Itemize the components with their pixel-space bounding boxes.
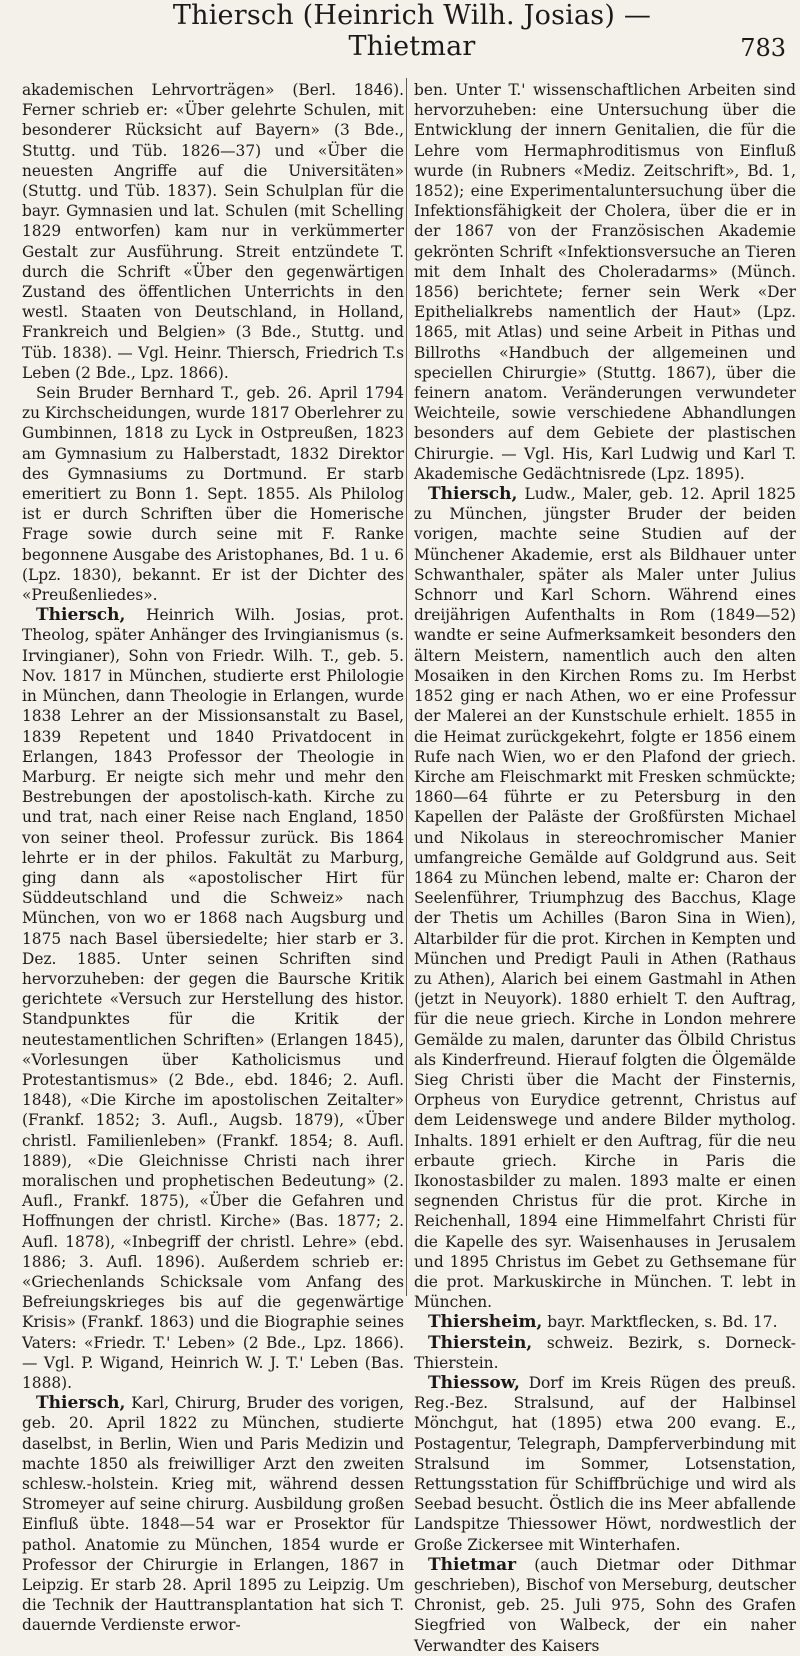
entry-text: Heinrich Wilh. Josias, prot. Theolog, später Anhänger des Irvingianismus (s. Irvingianer), Sohn von Friedr. Wilh. T., geb. 5. Nov. 1817 in München, studierte erst Philologie in München, dann Theologie in Erlangen, wurde 1838 Lehrer an der Missionsanstalt zu Basel, 1839 Repetent und 1840 Privatdocent in Erlangen, 1843 Professor der Theologie in Marburg. Er neigte sich mehr und mehr den Bestrebungen der apostolisch-kath. Kirche zu und trat, nach einer Reise nach England, 1850 von seiner theol. Professur zurück. Bis 1864 lehrte er in der philos. Fakultät zu Marburg, ging dann als «apostolischer Hirt für Süddeutschland und die Schweiz» nach München, von wo er 1868 nach Augsburg und 1875 nach Basel übersiedelte; hier starb er 3. Dez. 1885. Unter seinen Schriften sind hervorzuheben: der gegen die Baursche Kritik gerichtete «Versuch zur Herstellung des histor. Standpunktes für die Kritik der neutestamentlichen Schriften» (Erlangen 1845), «Vorlesungen über Katholicismus und Protestantismus» (2 Bde., ebd. 1846; 2. Aufl. 1848), «Die Kirche im apostolischen Zeitalter» (Frankf. 1852; 3. Aufl., Augsb. 1879), «Über christl. Familienleben» (Frankf. 1854; 8. Aufl. 1889), «Die Gleichnisse Christi nach ihrer moralischen und prophetischen Bedeutung» (2. Aufl., Frankf. 1875), «Über die Gefahren und Hoffnungen der christl. Kirche» (Bas. 1877; 2. Aufl. 1878), «Inbegriff der christl. Lehre» (ebd. 1886; 3. Aufl. 1896). Außerdem schrieb er: «Griechenlands Schicksale vom Anfang des Befreiungskrieges bis auf die gegenwärtige Krisis» (Frankf. 1863) und die Biographie seines Vaters: «Friedr. T.' Leben» (2 Bde., Lpz. 1866). — Vgl. P. Wigand, Heinrich W. J. T.' Leben (Bas. 1888). <box>22 606 404 1392</box>
column-divider <box>406 78 407 1296</box>
entry-continuation <box>22 80 404 383</box>
entry-thiessow <box>414 1373 796 1555</box>
entry-thietmar <box>414 1555 796 1656</box>
entry-bernhard-thiersch <box>22 383 404 605</box>
entry-text: Sein Bruder Bernhard T., geb. 26. April 1794 zu Kirchscheidungen, wurde 1817 Oberlehrer zu Gumbinnen, 1818 zu Lyck in Ostpreußen, 1823 am Gymnasium zu Halberstadt, 1832 Direktor des Gymnasiums zu Dortmund. Er starb emeritiert zu Bonn 1. Sept. 1855. Als Philolog ist er durch Schriften über die Homerische Frage sowie durch seine mit F. Ranke begonnene Ausgabe des Aristophanes, Bd. 1 u. 6 (Lpz. 1830), bekannt. Er ist der Dichter des «Preußenliedes». <box>22 384 404 605</box>
entry-text: schweiz. Bezirk, s. Dorneck-Thierstein. <box>414 1333 796 1372</box>
entry-lemma: Thietmar <box>428 1554 517 1575</box>
entry-lemma: Thiessow, <box>428 1373 520 1393</box>
entry-lemma: Thierstein, <box>428 1332 533 1353</box>
entry-thiersheim <box>414 1312 796 1332</box>
entry-lemma: Thiersch, <box>36 1393 126 1414</box>
entry-text: (auch Dietmar oder Dithmar geschrieben), Bischof von Merseburg, deutscher Chronist, geb. 25. Juli 975, Sohn des Grafen Siegfried von Walbeck, der ein naher Verwandter des Kaisers <box>414 1555 796 1655</box>
entry-lemma: Thiersch, <box>36 605 126 626</box>
entry-karl-thiersch <box>22 1393 404 1635</box>
entry-heinrich-thiersch <box>22 605 404 1393</box>
entry-lemma: Thiersch, <box>428 484 518 505</box>
page-header <box>18 0 786 62</box>
left-column <box>22 80 404 1635</box>
entry-text: Karl, Chirurg, Bruder des vorigen, geb. 20. April 1822 zu München, studierte daselbst, in Berlin, Wien und Paris Medizin und machte 1850 als freiwilliger Arzt den zweiten schlesw.-holstein. Krieg mit, während dessen Stromeyer auf seine chirurg. Ausbildung großen Einfluß übte. 1848—54 war er Prosektor für pathol. Anatomie zu München, 1854 wurde er Professor der Chirurgie in Erlangen, 1867 in Leipzig. Er starb 28. April 1895 zu Leipzig. Um die Technik der Hauttransplantation hat sich T. dauernde Verdienste erwor- <box>22 1394 404 1635</box>
entry-text: Ludw., Maler, geb. 12. April 1825 zu München, jüngster Bruder der beiden vorigen, machte seine Studien auf der Münchener Akademie, erst als Bildhauer unter Schwanthaler, später als Maler unter Julius Schnorr und Karl Schorn. Während eines dreijährigen Aufenthalts in Rom (1849—52) wandte er seine Aufmerksamkeit besonders den ältern Meistern, namentlich auch den alten Mosaiken in den Kirchen Roms zu. Im Herbst 1852 ging er nach Athen, wo er eine Professur der Malerei an der Kunstschule erhielt. 1855 in die Heimat zurückgekehrt, folgte er 1856 einem Rufe nach Wien, wo er den Plafond der griech. Kirche am Fleischmarkt mit Fresken schmückte; 1860—64 führte er zu Petersburg in den Kapellen der Paläste der Großfürsten Michael und Nikolaus in stereochromischer Manier umfangreiche Gemälde auf Goldgrund aus. Seit 1864 zu München lebend, malte er: Charon der Seelenführer, Triumphzug des Bacchus, Klage der Thetis um Achilles (Baron Sina in Wien), Altarbilder für die prot. Kirchen in Kempten und München und Predigt Pauli in Athen (Rathaus zu Athen), Alarich bei einem Gastmahl in Athen (jetzt in Neuyork). 1880 erhielt T. den Auftrag, für die neue griech. Kirche in London mehrere Gemälde zu malen, darunter das Ölbild Christus als Kinderfreund. Hierauf folgten die Ölgemälde Sieg Christi über die Macht der Finsternis, Orpheus von Eurydice getrennt, Christus auf dem Leidenswege und andere Bilder mytholog. Inhalts. 1891 erhielt er den Auftrag, für die neu erbaute griech. Kirche in Paris die Ikonostasbilder zu malen. 1893 malte er einen segnenden Christus für die prot. Kirche in Reichenhall, 1894 eine Himmelfahrt Christi für die Kapelle des syr. Waisenhauses in Jerusalem und 1895 Christus im Gebet zu Gethsemane für die prot. Markuskirche in München. T. lebt in München. <box>414 485 796 1312</box>
entry-text: bayr. Marktflecken, s. Bd. 17. <box>547 1313 778 1332</box>
entry-lemma: Thiersheim, <box>428 1312 543 1333</box>
entry-text: ben. Unter T.' wissenschaftlichen Arbeiten sind hervorzuheben: eine Untersuchung über die Entwicklung der innern Genitalien, die für die Lehre vom Hermaphroditismus von Einfluß wurde (in Rubners «Mediz. Zeitschrift», Bd. 1, 1852); eine Experimentaluntersuchung über die Infektionsfähigkeit der Cholera, über die er in der 1867 von der Französischen Akademie gekrönten Schrift «Infektionsversuche an Tieren mit dem Inhalt des Choleradarms» (Münch. 1856) berichtete; ferner sein Werk «Der Epithelialkrebs namentlich der Haut» (Lpz. 1865, mit Atlas) und seine Arbeit in Pithas und Billroths «Handbuch der allgemeinen und speciellen Chirurgie» (Stuttg. 1867), über die feinern anatom. Veränderungen verwundeter Weichteile, sowie verschiedene Abhandlungen besonders auf dem Gebiete der plastischen Chirurgie. — Vgl. His, Karl Ludwig und Karl T. Akademische Gedächtnisrede (Lpz. 1895). <box>414 81 796 483</box>
entry-text: Dorf im Kreis Rügen des preuß. Reg.-Bez. Stralsund, auf der Halbinsel Mönchgut, hat (1895) etwa 200 evang. E., Postagentur, Telegraph, Dampferverbindung mit Stralsund im Sommer, Lotsenstation, Rettungsstation für Schiffbrüchige und wird als Seebad besucht. Östlich die ins Meer abfallende Landspitze Thiessower Höwt, nordwestlich der Große Zickersee mit Winterhafen. <box>414 1374 796 1554</box>
running-title: Thiersch (Heinrich Wilh. Josias) — Thietmar <box>172 0 652 62</box>
entry-continuation <box>414 80 796 484</box>
entry-text: akademischen Lehrvorträgen» (Berl. 1846). Ferner schrieb er: «Über gelehrte Schulen, mit besonderer Rücksicht auf Bayern» (3 Bde., Stuttg. und Tüb. 1826—37) und «Über die neuesten Angriffe auf die Universitäten» (Stuttg. und Tüb. 1837). Sein Schulplan für die bayr. Gymnasien und lat. Schulen (mit Schelling 1829 entworfen) kam nur in verkümmerter Gestalt zur Ausführung. Streit entzündete T. durch die Schrift «Über den gegenwärtigen Zustand des öffentlichen Unterrichts in den westl. Staaten von Deutschland, in Holland, Frankreich und Belgien» (3 Bde., Stuttg. und Tüb. 1838). — Vgl. Heinr. Thiersch, Friedrich T.s Leben (2 Bde., Lpz. 1866). <box>22 81 404 382</box>
entry-thierstein <box>414 1333 796 1373</box>
right-column <box>414 80 796 1655</box>
page-number: 783 <box>740 34 786 62</box>
entry-ludwig-thiersch <box>414 484 796 1312</box>
